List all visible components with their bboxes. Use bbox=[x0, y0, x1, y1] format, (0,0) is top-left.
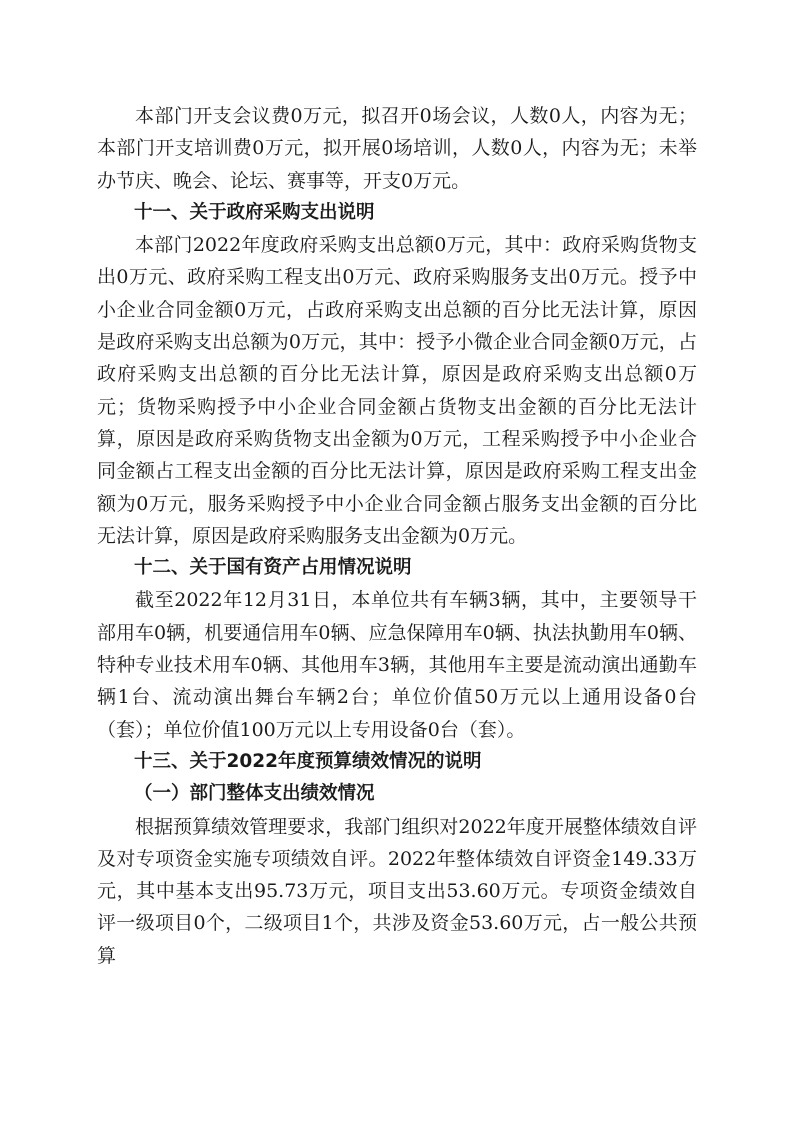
procurement-paragraph: 本部门2022年度政府采购支出总额0万元，其中：政府采购货物支出0万元、政府采购工程支出0万元、政府采购服务支出0万元。授予中小企业合同金额0万元，占政府采购支出总额的百分比无法计算，原因是政府采购支出总额为0万元，其中：授予小微企业合同金额0万元，占政府采购支出总额的百分比无法计算，原因是政府采购支出总额0万元；货物采购授予中小企业合同金额占货物支出金额的百分比无法计算，原因是政府采购货物支出金额为0万元，工程采购授予中小企业合同金额占工程支出金额的百分比无法计算，原因是政府采购工程支出金额为0万元，服务采购授予中小企业合同金额占服务支出金额的百分比无法计算，原因是政府采购服务支出金额为0万元。 bbox=[97, 234, 697, 547]
document-body bbox=[97, 100, 697, 972]
section-heading-performance: 十三、关于2022年度预算绩效情况的说明 bbox=[134, 750, 482, 772]
section-heading-state-assets: 十二、关于国有资产占用情况说明 bbox=[134, 557, 412, 579]
meeting-training-paragraph: 本部门开支会议费0万元，拟召开0场会议，人数0人，内容为无；本部门开支培训费0万元，拟开展0场培训，人数0人，内容为无；未举办节庆、晚会、论坛、赛事等，开支0万元。 bbox=[97, 105, 697, 192]
section-heading-procurement: 十一、关于政府采购支出说明 bbox=[134, 201, 375, 223]
state-assets-paragraph: 截至2022年12月31日，本单位共有车辆3辆，其中，主要领导干部用车0辆，机要通信用车0辆、应急保障用车0辆、执法执勤用车0辆、特种专业技术用车0辆、其他用车3辆，其他用车主要是流动演出通勤车辆1台、流动演出舞台车辆2台；单位价值50万元以上通用设备0台（套）；单位价值100万元以上专用设备0台（套）。 bbox=[97, 589, 697, 741]
subsection-heading-overall-performance: （一）部门整体支出绩效情况 bbox=[134, 783, 375, 805]
performance-paragraph: 根据预算绩效管理要求，我部门组织对2022年度开展整体绩效自评及对专项资金实施专项绩效自评。2022年整体绩效自评资金149.33万元，其中基本支出95.73万元，项目支出53.60万元。专项资金绩效自评一级项目0个，二级项目1个，共涉及资金53.60万元，占一般公共预算 bbox=[97, 815, 697, 967]
